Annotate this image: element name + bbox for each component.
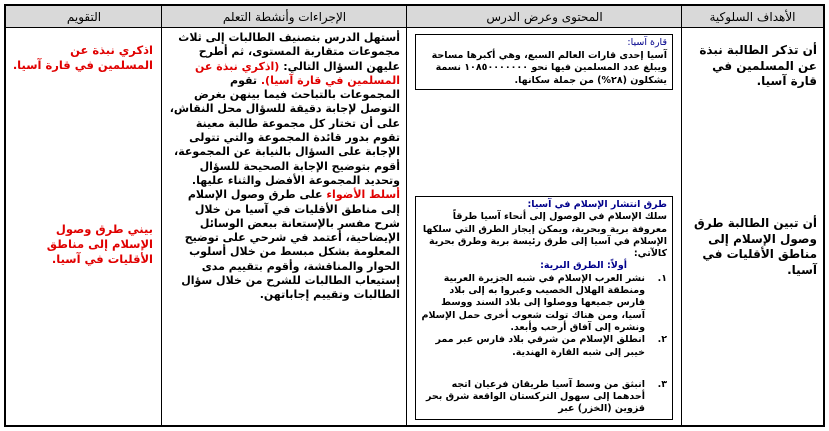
content-box-asia-title: قارة آسيا:: [627, 37, 667, 48]
evaluation-question-1: اذكري نبذة عن المسلمين في قارة آسيا.: [12, 42, 153, 72]
content-column: [407, 28, 681, 425]
procedure-question: (اذكري نبذة عن المسلمين في قارة آسيا).: [195, 59, 400, 87]
objectives-column: [682, 28, 823, 425]
header-procedures: الإجراءات وأنشطة التعلم: [162, 6, 407, 28]
list-item: ١. نشر العرب الإسلام في شبه الجزيرة العربية ومنطقة الهلال الخصيب وعبروا به إلى بلاد فارس جميعها ووصلوا إلى بلاد السند ووسط آسيا، ومن هناك تولت شعوب أخرى حمل الإسلام ونشره إلى آفاق أرحب وأبعد.: [421, 272, 667, 333]
procedure-highlight: أسلط الأضواء: [326, 188, 400, 202]
procedure-discussion: تقوم المجموعات بالتباحث فيما بينهن بغرض التوصل لإجابة دقيقة للسؤال محل النقاش، على أن تختار كل مجموعة طالبة معينة تقوم بدور قائدة المجموعة والتي تتولى الإجابة على السؤال بالنيابة عن المجموعة، أقوم بتوضيح الإجابة الصحيحة للسؤال وتحديد المجموعة الأفضل والثناء عليها.: [169, 73, 400, 187]
evaluation-column: [6, 28, 161, 425]
content-box-asia-text: آسيا إحدى قارات العالم السبع، وهي أكبرها مساحة ويبلغ عدد المسلمين فيها نحو ١٠٨٥٠٠٠٠٠٠٠ نسمة يشكلون (٢٨%) من جملة سكانها.: [431, 49, 667, 86]
header-objectives: الأهداف السلوكية: [682, 6, 823, 28]
land-routes-list: [421, 273, 667, 416]
list-item: ٢. انطلق الإسلام من شرقي بلاد فارس عبر ممر خيبر إلى شبه القارة الهندية.: [435, 334, 667, 358]
lesson-plan-table: [4, 4, 825, 427]
content-box-routes-text: سلك الإسلام في الوصول إلى أنحاء آسيا طرقاً معروفة برية وبحرية، ويمكن إيجاز الطرق التي سلكها الإسلام في آسيا إلى طرق رئيسة برية وطرق بحرية كالآتي:: [422, 211, 667, 260]
procedure-explanation: على طرق وصول الإسلام إلى مناطق الأقليات في آسيا من خلال شرح مفسر بالإستعانة ببعض الوسائل الإيضاحية، أعتمد في شرحي على توضيح المعلومة بشكل مبسط من خلال أسلوب الحوار والمناقشة، وأقوم بتقييم مدى إستيعاب الطالبات للشرح من خلال سؤال الطالبات وتقييم إجاباتهن.: [181, 188, 400, 302]
procedures-text: [167, 31, 400, 303]
content-box-routes-title: طرق انتشار الإسلام في آسيا:: [527, 199, 667, 210]
objective-2: أن تبين الطالبة طرق وصول الإسلام إلى مناطق الأقليات في آسيا.: [694, 216, 817, 277]
procedures-column: [162, 28, 406, 425]
objective-1: أن تذكر الطالبة نبذة عن المسلمين في قارة آسيا.: [699, 43, 817, 88]
evaluation-question-2: بيني طرق وصول الإسلام إلى مناطق الأقليات في آسيا.: [46, 221, 153, 266]
header-evaluation: التقويم: [6, 6, 162, 28]
procedure-intro: أستهل الدرس بتصنيف الطالبات إلى ثلاث مجموعات متقاربة المستوى، ثم أطرح عليهن السؤال التالي:: [178, 31, 400, 73]
list-item: ٣. انبثق من وسط آسيا طريقان فرعيان اتجه أحدهما إلى سهول التركستان الواقعة شرق بحر قزوين (الخزر) عبر: [425, 378, 667, 415]
content-box-asia: [415, 34, 673, 90]
header-content: المحتوى وعرض الدرس: [407, 6, 682, 28]
land-routes-title: أولاً: الطرق البرية:: [540, 260, 627, 272]
content-box-routes: [415, 196, 673, 420]
